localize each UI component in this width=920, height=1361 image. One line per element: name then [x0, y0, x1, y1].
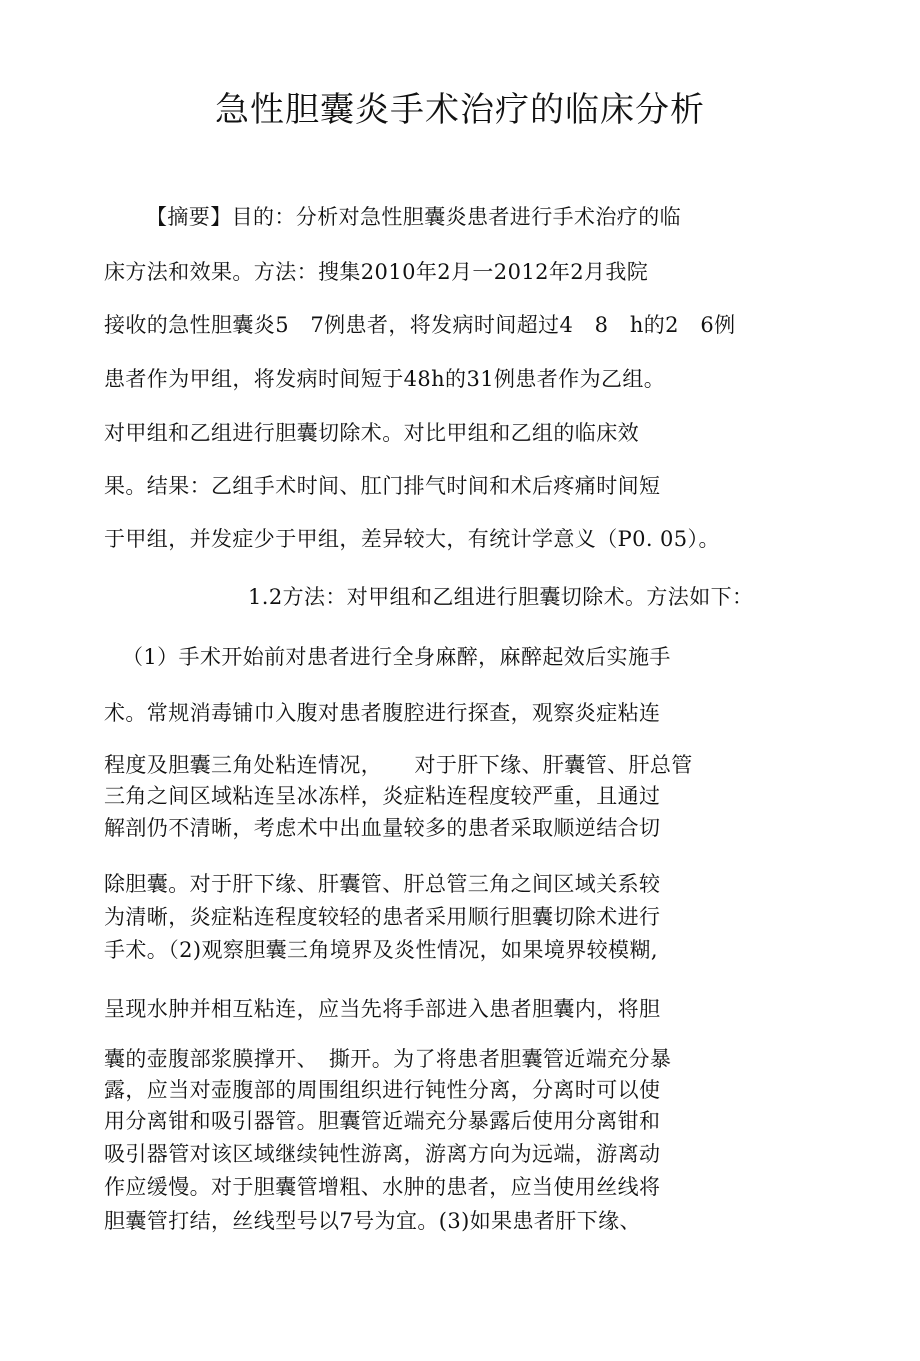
body-line-15: 胆囊管打结，丝线型号以7号为宜。(3)如果患者肝下缘、 — [104, 1209, 641, 1233]
body-line-1: （1）手术开始前对患者进行全身麻醉，麻醉起效后实施手 — [122, 645, 671, 669]
body-line-3: 程度及胆囊三角处粘连情况， 对于肝下缘、肝囊管、肝总管 — [104, 753, 693, 777]
abstract-line-7: 于甲组，并发症少于甲组，差异较大，有统计学意义（P0. 05）。 — [104, 527, 720, 551]
abstract-line-4: 患者作为甲组，将发病时间短于48h的31例患者作为乙组。 — [104, 367, 666, 391]
body-line-6: 除胆囊。对于肝下缘、肝囊管、肝总管三角之间区域关系较 — [104, 872, 661, 896]
body-line-4: 三角之间区域粘连呈冰冻样，炎症粘连程度较严重，且通过 — [104, 784, 661, 808]
body-line-7: 为清晰，炎症粘连程度较轻的患者采用顺行胆囊切除术进行 — [104, 905, 661, 929]
body-line-5: 解剖仍不清晰，考虑术中出血量较多的患者采取顺逆结合切 — [104, 816, 661, 840]
body-line-9: 呈现水肿并相互粘连，应当先将手部进入患者胆囊内，将胆 — [104, 997, 661, 1021]
body-line-12: 用分离钳和吸引器管。胆囊管近端充分暴露后使用分离钳和 — [104, 1109, 661, 1133]
body-line-13: 吸引器管对该区域继续钝性游离，游离方向为远端，游离动 — [104, 1142, 661, 1166]
body-line-14: 作应缓慢。对于胆囊管增粗、水肿的患者，应当使用丝线将 — [104, 1175, 661, 1199]
abstract-line-6: 果。结果：乙组手术时间、肛门排气时间和术后疼痛时间短 — [104, 474, 661, 498]
abstract-line-3: 接收的急性胆囊炎5 7例患者，将发病时间超过4 8 h的2 6例 — [104, 313, 736, 337]
abstract-line-5: 对甲组和乙组进行胆囊切除术。对比甲组和乙组的临床效 — [104, 421, 639, 445]
body-line-2: 术。常规消毒铺巾入腹对患者腹腔进行探查，观察炎症粘连 — [104, 701, 661, 725]
abstract-line-2: 床方法和效果。方法：搜集2010年2月一2012年2月我院 — [104, 260, 649, 284]
body-line-8: 手术。（2)观察胆囊三角境界及炎性情况，如果境界较模糊, — [104, 938, 658, 962]
body-line-11: 露，应当对壶腹部的周围组织进行钝性分离，分离时可以使 — [104, 1078, 661, 1102]
abstract-line-1: 【摘要】目的：分析对急性胆囊炎患者进行手术治疗的临 — [146, 205, 681, 229]
document-title: 急性胆囊炎手术治疗的临床分析 — [215, 90, 705, 130]
body-line-10: 囊的壶腹部浆膜撑开、 撕开。为了将患者胆囊管近端充分暴 — [104, 1047, 672, 1071]
method-heading: 1.2方法：对甲组和乙组进行胆囊切除术。方法如下： — [248, 585, 754, 609]
